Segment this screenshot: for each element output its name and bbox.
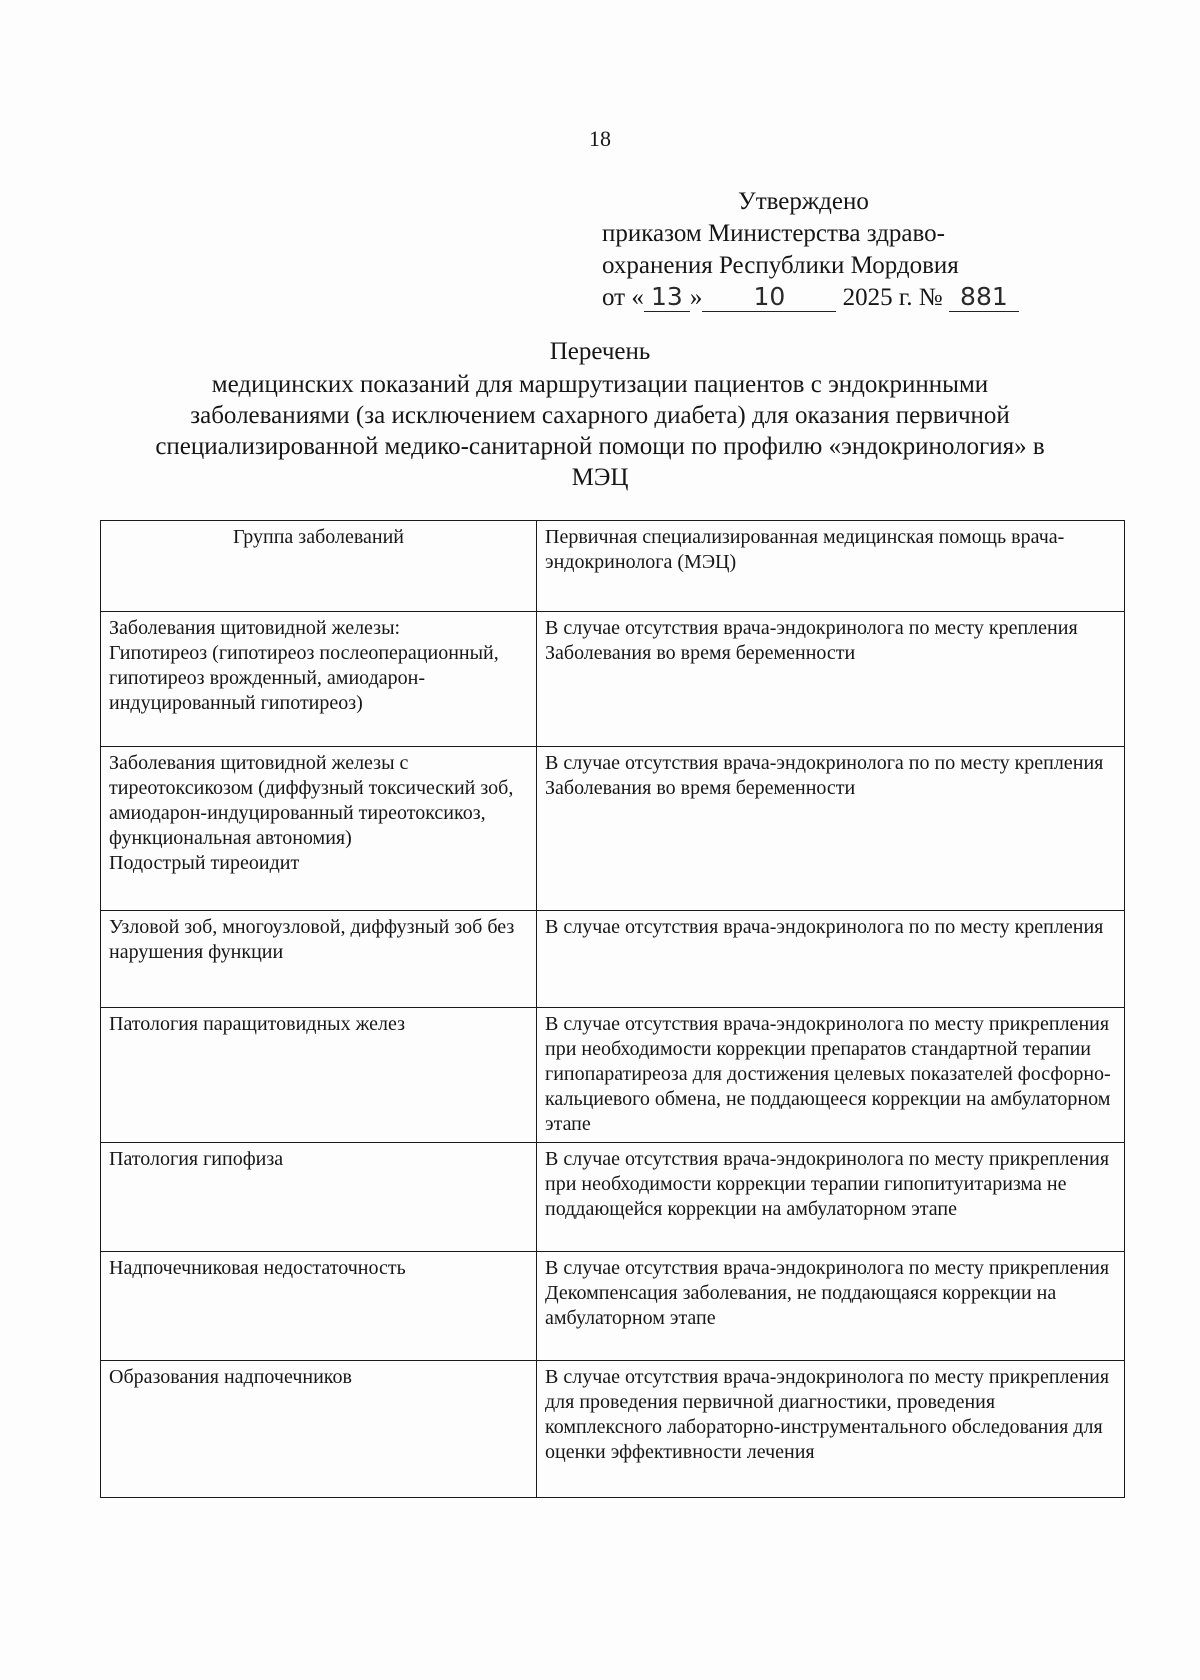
cell-text: гипотиреоз врожденный, амиодарон-индуцированный гипотиреоз) <box>109 667 426 714</box>
cell-text: Надпочечниковая недостаточность <box>109 1257 406 1279</box>
care-cell <box>537 911 1125 1008</box>
approval-order-line: приказом Министерства здраво- <box>602 220 945 247</box>
cell-text: Декомпенсация заболевания, не поддающаяся коррекции на амбулаторном этапе <box>545 1282 1057 1329</box>
disease-group-cell <box>101 1252 537 1361</box>
cell-text: Заболевания щитовидной железы с тиреотоксикозом (диффузный токсический зоб, амиодарон-индуцированный тиреотоксикоз, функциональная автономия) <box>109 752 514 849</box>
cell-text: Патология гипофиза <box>109 1148 284 1170</box>
cell-text: Патология паращитовидных желез <box>109 1013 406 1035</box>
title-line: МЭЦ <box>571 464 629 491</box>
header-primary-care: Первичная специализированная медицинская помощь врача-эндокринолога (МЭЦ) <box>537 521 1125 612</box>
date-day-field <box>644 284 690 312</box>
care-cell <box>537 747 1125 911</box>
approval-stamp-block <box>602 186 1022 314</box>
date-month-field <box>702 284 836 312</box>
table-row <box>101 1008 1125 1143</box>
title-line: заболеваниями (за исключением сахарного диабета) для оказания первичной <box>190 402 1010 429</box>
cell-text: В случае отсутствия врача-эндокринолога по месту прикрепления при необходимости коррекции терапии гипопитуитаризма не поддающейся коррекции на амбулаторном этапе <box>545 1148 1110 1220</box>
cell-text: В случае отсутствия врача-эндокринолога по месту прикрепления при необходимости коррекции препаратов стандартной терапии гипопаратиреоза для достижения целевых показателей фосфорно-кальциевого обмена, не поддающееся коррекции на амбулаторном этапе <box>545 1013 1111 1135</box>
cell-text: В случае отсутствия врача-эндокринолога по месту крепления <box>545 617 1078 639</box>
order-number-handwritten: 881 <box>960 282 1008 311</box>
document-heading: Перечень <box>549 338 651 365</box>
disease-group-cell <box>101 1143 537 1252</box>
approval-date-line <box>602 282 1022 314</box>
table-row <box>101 612 1125 747</box>
cell-text: Заболевания во время беременности <box>545 777 856 799</box>
care-cell <box>537 1008 1125 1143</box>
cell-text: оценки эффективности лечения <box>545 1441 815 1463</box>
header-disease-group: Группа заболеваний <box>101 521 537 612</box>
care-cell <box>537 1361 1125 1498</box>
table-row <box>101 747 1125 911</box>
date-prefix: от « <box>602 284 644 311</box>
table-row <box>101 1361 1125 1498</box>
document-title-block <box>60 336 1140 493</box>
date-month-handwritten: 10 <box>753 282 786 311</box>
table-row <box>101 911 1125 1008</box>
table-row <box>101 1252 1125 1361</box>
title-line: медицинских показаний для маршрутизации пациентов с эндокринными <box>211 371 989 398</box>
cell-text: В случае отсутствия врача-эндокринолога по месту прикрепления для проведения первичной диагностики, проведения комплексного лабораторно-инструментального обследования для <box>545 1366 1110 1438</box>
cell-text: Образования надпочечников <box>109 1366 352 1388</box>
order-number-field <box>949 284 1019 312</box>
cell-text: В случае отсутствия врача-эндокринолога по по месту крепления <box>545 752 1104 774</box>
table-row <box>101 1143 1125 1252</box>
table-header-row <box>101 521 1125 612</box>
disease-group-cell <box>101 911 537 1008</box>
indications-table <box>100 520 1125 1498</box>
date-year-number-label: 2025 г. № <box>842 284 943 311</box>
care-cell <box>537 1252 1125 1361</box>
care-cell <box>537 612 1125 747</box>
title-line: специализированной медико-санитарной помощи по профилю «эндокринология» в <box>155 433 1045 460</box>
disease-group-cell <box>101 612 537 747</box>
page-number: 18 <box>589 126 611 151</box>
date-day-handwritten: 13 <box>650 282 683 311</box>
cell-text: Заболевания во время беременности <box>545 642 856 664</box>
care-cell <box>537 1143 1125 1252</box>
disease-group-cell <box>101 747 537 911</box>
date-quote-close: » <box>689 284 703 311</box>
cell-text: В случае отсутствия врача-эндокринолога по месту прикрепления <box>545 1257 1110 1279</box>
disease-group-cell <box>101 1361 537 1498</box>
cell-text: Подострый тиреоидит <box>109 852 300 874</box>
cell-text: Узловой зоб, многоузловой, диффузный зоб без нарушения функции <box>109 916 515 963</box>
cell-text: Гипотиреоз (гипотиреоз послеоперационный, <box>109 642 499 664</box>
approval-title: Утверждено <box>738 188 869 215</box>
approval-ministry-line: охранения Республики Мордовия <box>602 252 959 279</box>
cell-text: Заболевания щитовидной железы: <box>109 617 401 639</box>
cell-text: В случае отсутствия врача-эндокринолога по по месту крепления <box>545 916 1104 938</box>
disease-group-cell <box>101 1008 537 1143</box>
